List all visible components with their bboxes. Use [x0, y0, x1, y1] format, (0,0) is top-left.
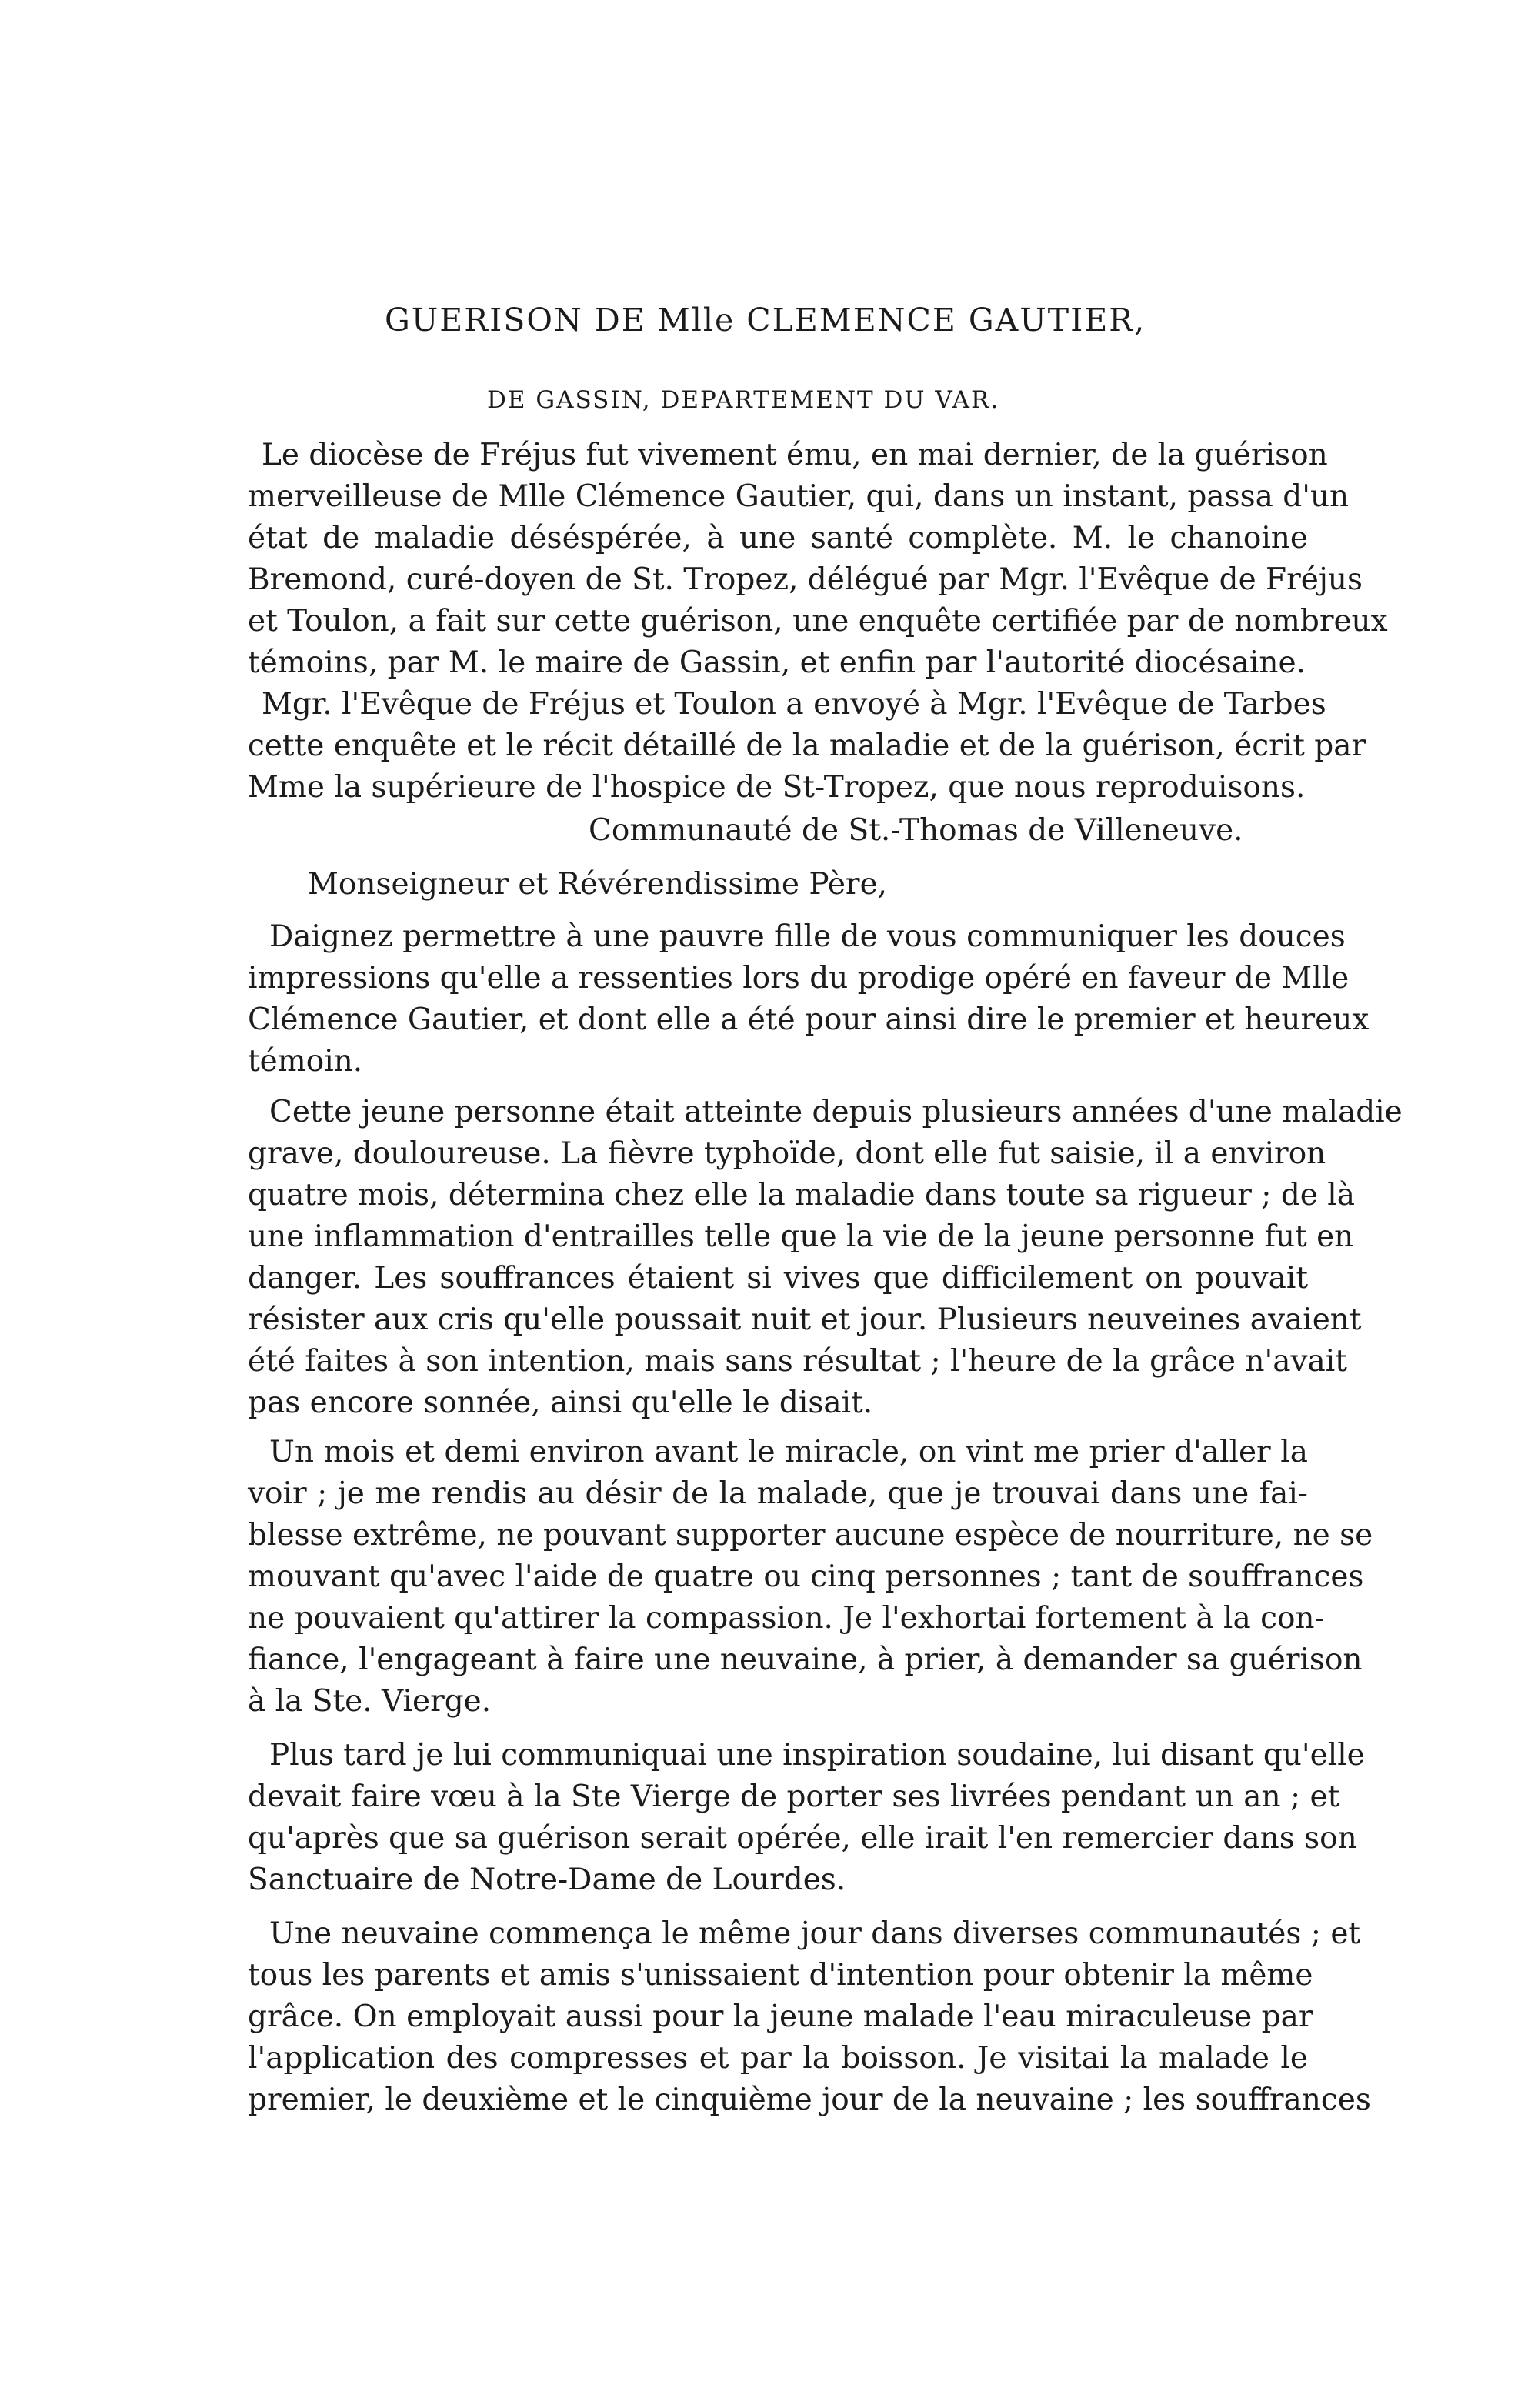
- text-line: témoin.: [248, 1044, 363, 1079]
- page-subtitle: DE GASSIN, DEPARTEMENT DU VAR.: [487, 386, 1000, 414]
- salutation: Monseigneur et Révérendissime Père,: [308, 867, 888, 902]
- text-line: Daignez permettre à une pauvre fille de vous communiquer les douces: [269, 919, 1346, 954]
- text-line: à la Ste. Vierge.: [248, 1684, 492, 1719]
- text-line: Clémence Gautier, et dont elle a été pour ainsi dire le premier et heureux: [248, 1002, 1370, 1037]
- text-line: cette enquête et le récit détaillé de la maladie et de la guérison, écrit par: [248, 729, 1366, 763]
- text-line: impressions qu'elle a ressenties lors du prodige opéré en faveur de Mlle: [248, 961, 1350, 996]
- text-line: Mme la supérieure de l'hospice de St-Tropez, que nous reproduisons.: [248, 770, 1306, 805]
- text-line: ne pouvaient qu'attirer la compassion. Je l'exhortai fortement à la con-: [248, 1601, 1325, 1636]
- text-line: Communauté de St.-Thomas de Villeneuve.: [589, 813, 1243, 848]
- text-line: Plus tard je lui communiquai une inspiration soudaine, lui disant qu'elle: [269, 1738, 1365, 1773]
- text-line: tous les parents et amis s'unissaient d'intention pour obtenir la même: [248, 1958, 1313, 1993]
- text-line: Une neuvaine commença le même jour dans diverses communautés ; et: [269, 1916, 1361, 1951]
- text-line: grave, douloureuse. La fièvre typhoïde, dont elle fut saisie, il a environ: [248, 1136, 1326, 1171]
- text-line: mouvant qu'avec l'aide de quatre ou cinq personnes ; tant de souffrances: [248, 1559, 1364, 1594]
- text-line: qu'après que sa guérison serait opérée, elle irait l'en remercier dans son: [248, 1821, 1357, 1856]
- text-line: Mgr. l'Evêque de Fréjus et Toulon a envoyé à Mgr. l'Evêque de Tarbes: [262, 687, 1326, 722]
- text-line: résister aux cris qu'elle poussait nuit et jour. Plusieurs neuveines avaient: [248, 1302, 1362, 1337]
- text-line: Bremond, curé-doyen de St. Tropez, délégué par Mgr. l'Evêque de Fréjus: [248, 562, 1363, 597]
- text-line: pas encore sonnée, ainsi qu'elle le disait.: [248, 1386, 873, 1420]
- text-line: quatre mois, détermina chez elle la maladie dans toute sa rigueur ; de là: [248, 1178, 1355, 1212]
- text-line: premier, le deuxième et le cinquième jour de la neuvaine ; les souffrances: [248, 2083, 1371, 2117]
- text-line: blesse extrême, ne pouvant supporter aucune espèce de nourriture, ne se: [248, 1518, 1373, 1553]
- text-line: voir ; je me rendis au désir de la malade, que je trouvai dans une fai-: [248, 1476, 1308, 1511]
- text-line: Sanctuaire de Notre-Dame de Lourdes.: [248, 1863, 846, 1897]
- text-line: devait faire vœu à la Ste Vierge de porter ses livrées pendant un an ; et: [248, 1779, 1340, 1814]
- text-line: merveilleuse de Mlle Clémence Gautier, qui, dans un instant, passa d'un: [248, 479, 1350, 514]
- page-title: GUERISON DE Mlle CLEMENCE GAUTIER,: [385, 302, 1146, 339]
- text-line: Un mois et demi environ avant le miracle, on vint me prier d'aller la: [269, 1435, 1308, 1469]
- text-line: une inflammation d'entrailles telle que la vie de la jeune personne fut en: [248, 1219, 1354, 1254]
- text-line: témoins, par M. le maire de Gassin, et enfin par l'autorité diocésaine.: [248, 645, 1306, 680]
- text-line: grâce. On employait aussi pour la jeune malade l'eau miraculeuse par: [248, 1999, 1313, 2034]
- text-line: Cette jeune personne était atteinte depuis plusieurs années d'une maladie: [269, 1095, 1403, 1129]
- text-line: état de maladie déséspérée, à une santé complète. M. le chanoine: [248, 521, 1308, 555]
- text-line: l'application des compresses et par la boisson. Je visitai la malade le: [248, 2041, 1308, 2076]
- text-line: et Toulon, a fait sur cette guérison, une enquête certifiée par de nombreux: [248, 604, 1388, 639]
- text-line: fiance, l'engageant à faire une neuvaine, à prier, à demander sa guérison: [248, 1643, 1363, 1677]
- text-line: danger. Les souffrances étaient si vives que difficilement on pouvait: [248, 1261, 1308, 1296]
- text-line: été faites à son intention, mais sans résultat ; l'heure de la grâce n'avait: [248, 1344, 1347, 1379]
- text-line: Le diocèse de Fréjus fut vivement ému, en mai dernier, de la guérison: [262, 438, 1328, 472]
